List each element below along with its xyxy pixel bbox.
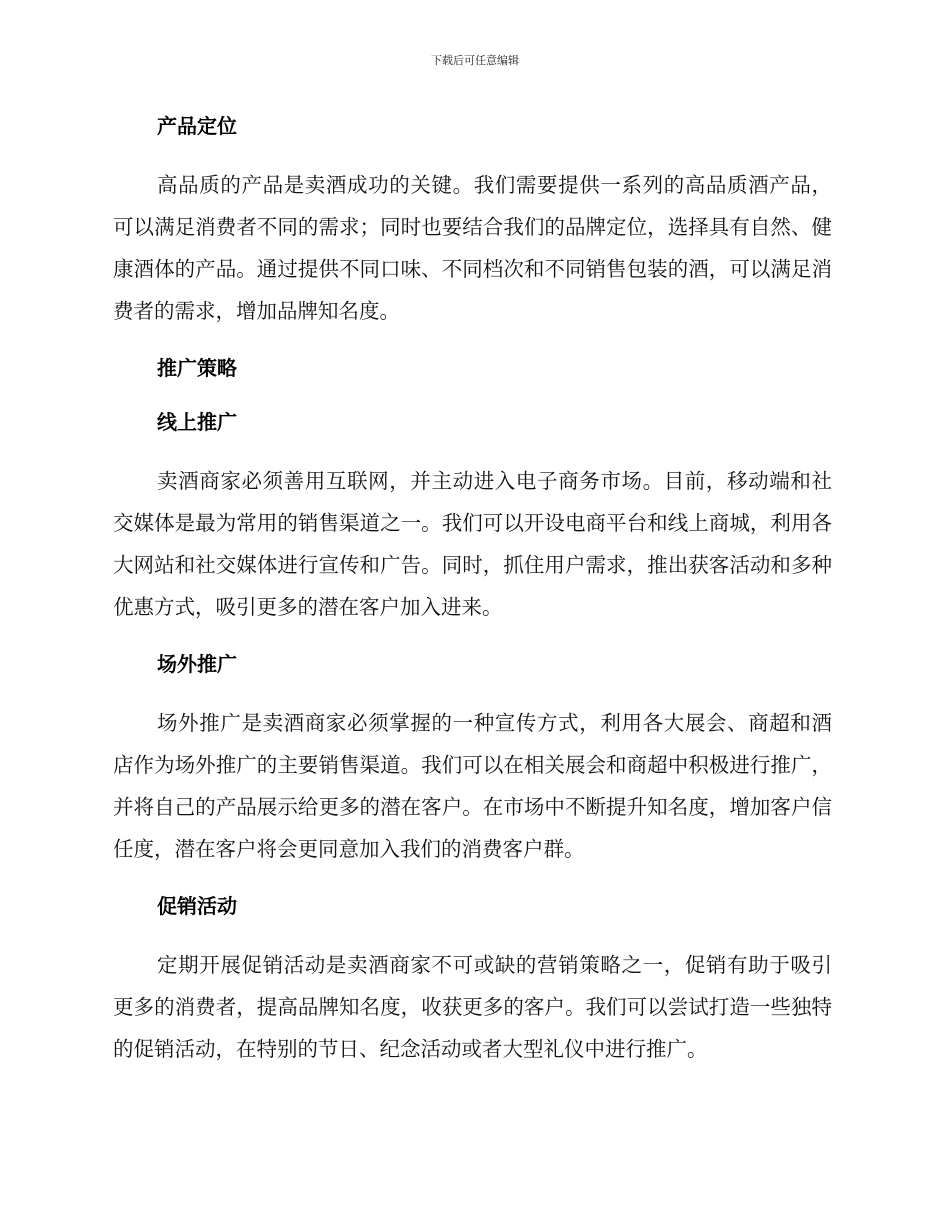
- page-header: 下载后可任意编辑: [431, 54, 519, 67]
- heading-promotion-strategy: 推广策略: [157, 356, 237, 380]
- heading-product-positioning: 产品定位: [157, 114, 237, 138]
- heading-offline-promotion: 场外推广: [157, 652, 237, 676]
- heading-online-promotion: 线上推广: [157, 410, 237, 434]
- paragraph-online-promotion: 卖酒商家必须善用互联网，并主动进入电子商务市场。目前，移动端和社交媒体是最为常用的销售渠道之一。我们可以开设电商平台和线上商城，利用各大网站和社交媒体进行宣传和广告。同时，抓住用户需求，推出获客活动和多种优惠方式，吸引更多的潜在客户加入进来。: [113, 469, 832, 619]
- heading-sales-promotion: 促销活动: [157, 894, 237, 918]
- document-body: [113, 111, 832, 1070]
- paragraph-offline-promotion: 场外推广是卖酒商家必须掌握的一种宣传方式，利用各大展会、商超和酒店作为场外推广的主要销售渠道。我们可以在相关展会和商超中积极进行推广，并将自己的产品展示给更多的潜在客户。在市场中不断提升知名度，增加客户信任度，潜在客户将会更同意加入我们的消费客户群。: [113, 711, 832, 861]
- paragraph-sales-promotion: 定期开展促销活动是卖酒商家不可或缺的营销策略之一，促销有助于吸引更多的消费者，提高品牌知名度，收获更多的客户。我们可以尝试打造一些独特的促销活动，在特别的节日、纪念活动或者大型礼仪中进行推广。: [113, 953, 832, 1061]
- paragraph-product-positioning: 高品质的产品是卖酒成功的关键。我们需要提供一系列的高品质酒产品，可以满足消费者不同的需求；同时也要结合我们的品牌定位，选择具有自然、健康酒体的产品。通过提供不同口味、不同档次和不同销售包装的酒，可以满足消费者的需求，增加品牌知名度。: [113, 173, 832, 323]
